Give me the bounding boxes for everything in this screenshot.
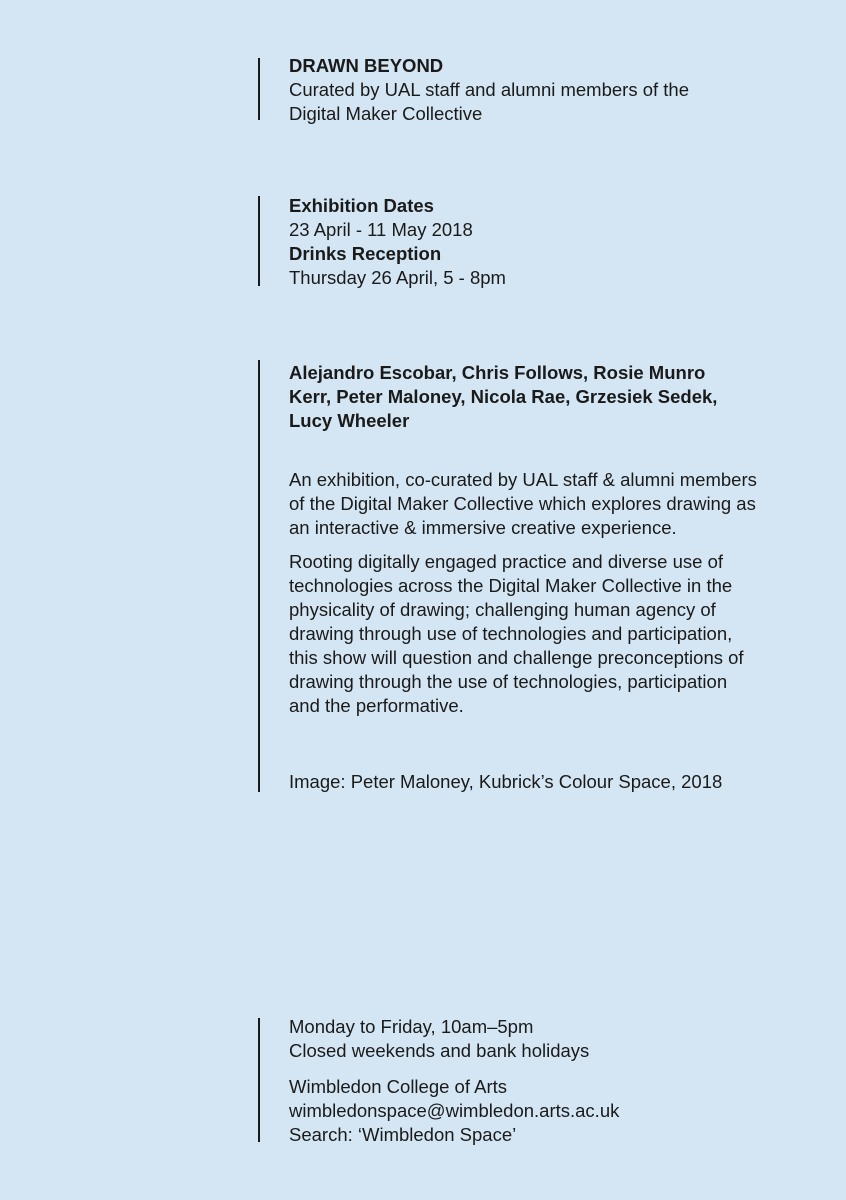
description-block xyxy=(289,468,799,728)
para2-line: physicality of drawing; challenging human agency of xyxy=(289,599,716,620)
para1-line: of the Digital Maker Collective which explores drawing as xyxy=(289,493,756,514)
exhibition-dates-value: 23 April - 11 May 2018 xyxy=(289,219,473,240)
dates-rule xyxy=(258,196,260,286)
venue-name: Wimbledon College of Arts xyxy=(289,1076,507,1097)
artists-line-2: Kerr, Peter Maloney, Nicola Rae, Grzesiek Sedek, xyxy=(289,386,718,407)
info-block xyxy=(289,1015,799,1147)
artists-block xyxy=(289,361,799,433)
title-block xyxy=(289,54,799,126)
para2-line: drawing through use of technologies and participation, xyxy=(289,623,733,644)
description-paragraph-1 xyxy=(289,468,799,540)
artists-line-3: Lucy Wheeler xyxy=(289,410,410,431)
drinks-reception-label: Drinks Reception xyxy=(289,243,442,264)
para2-line: and the performative. xyxy=(289,695,464,716)
opening-hours: Monday to Friday, 10am–5pm xyxy=(289,1016,534,1037)
para2-line: drawing through the use of technologies, participation xyxy=(289,671,728,692)
image-credit: Image: Peter Maloney, Kubrick’s Colour Space, 2018 xyxy=(289,771,723,792)
info-rule xyxy=(258,1018,260,1142)
subtitle-line-1: Curated by UAL staff and alumni members of the xyxy=(289,79,690,100)
artists-line-1: Alejandro Escobar, Chris Follows, Rosie Munro xyxy=(289,362,706,383)
search-hint: Search: ‘Wimbledon Space’ xyxy=(289,1124,517,1145)
title-rule xyxy=(258,58,260,120)
closed-note: Closed weekends and bank holidays xyxy=(289,1040,590,1061)
para2-line: Rooting digitally engaged practice and diverse use of xyxy=(289,551,724,572)
dates-block xyxy=(289,194,799,290)
subtitle-line-2: Digital Maker Collective xyxy=(289,103,483,124)
exhibition-dates-label: Exhibition Dates xyxy=(289,195,434,216)
image-credit-block xyxy=(289,770,799,794)
para2-line: this show will question and challenge preconceptions of xyxy=(289,647,744,668)
description-paragraph-2 xyxy=(289,550,799,718)
description-rule xyxy=(258,360,260,792)
drinks-reception-value: Thursday 26 April, 5 - 8pm xyxy=(289,267,506,288)
para1-line: An exhibition, co-curated by UAL staff & alumni members xyxy=(289,469,757,490)
para2-line: technologies across the Digital Maker Collective in the xyxy=(289,575,733,596)
contact-email[interactable]: wimbledonspace@wimbledon.arts.ac.uk xyxy=(289,1100,620,1121)
para1-line: an interactive & immersive creative experience. xyxy=(289,517,677,538)
exhibition-title: DRAWN BEYOND xyxy=(289,55,444,76)
